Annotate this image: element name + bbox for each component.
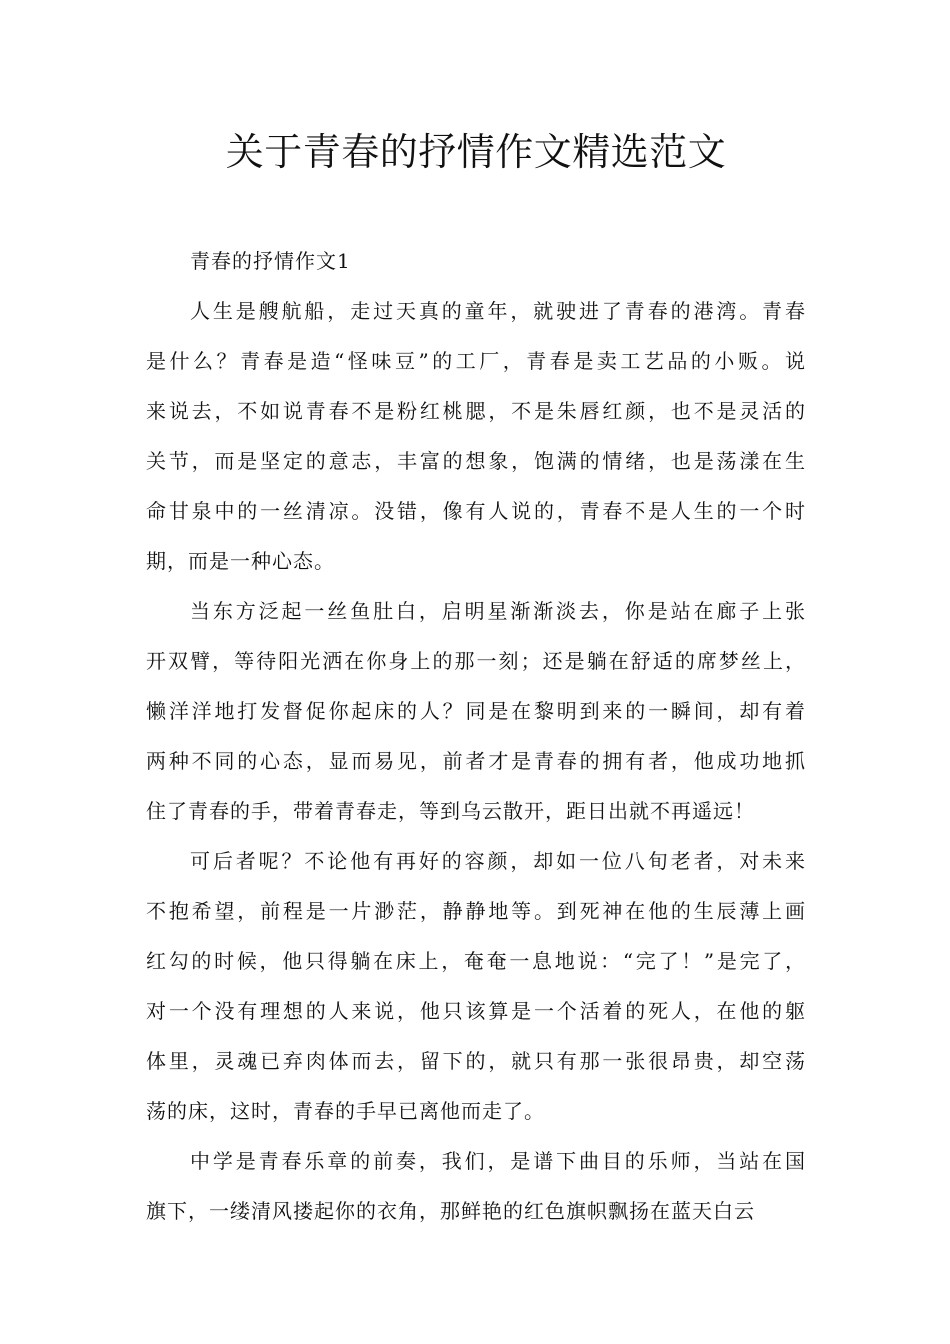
document-body (146, 286, 806, 1236)
document-title: 关于青春的抒情作文精选范文 (225, 130, 727, 174)
paragraph-line: 中学是青春乐章的前奏，我们，是谱下曲目的乐师，当站在国 (190, 1149, 806, 1173)
paragraph-line: 两种不同的心态，显而易见，前者才是青春的拥有者，他成功地抓 (146, 749, 806, 773)
paragraph-line: 红勾的时候，他只得躺在床上，奄奄一息地说：“完了！”是完了， (146, 949, 806, 973)
paragraph (146, 586, 806, 836)
paragraph-line: 懒洋洋地打发督促你起床的人？同是在黎明到来的一瞬间，却有着 (146, 699, 806, 723)
paragraph-line: 是什么？青春是造“怪味豆”的工厂，青春是卖工艺品的小贩。说 (146, 349, 806, 373)
paragraph-line: 住了青春的手，带着青春走，等到乌云散开，距日出就不再遥远！ (146, 799, 755, 823)
paragraph-line: 开双臂，等待阳光洒在你身上的那一刻；还是躺在舒适的席梦丝上， (146, 649, 806, 673)
paragraph-line: 体里，灵魂已弃肉体而去，留下的，就只有那一张很昂贵，却空荡 (146, 1049, 806, 1073)
paragraph-line: 对一个没有理想的人来说，他只该算是一个活着的死人，在他的躯 (146, 999, 806, 1023)
section-heading: 青春的抒情作文1 (190, 249, 351, 273)
paragraph-line: 命甘泉中的一丝清凉。没错，像有人说的，青春不是人生的一个时 (146, 499, 806, 523)
paragraph (146, 1136, 806, 1236)
paragraph-line: 可后者呢？不论他有再好的容颜，却如一位八旬老者，对未来 (190, 849, 806, 873)
paragraph-line: 旗下，一缕清风搂起你的衣角，那鲜艳的红色旗帜飘扬在蓝天白云 (146, 1199, 755, 1223)
paragraph-line: 关节，而是坚定的意志，丰富的想象，饱满的情绪，也是荡漾在生 (146, 449, 806, 473)
paragraph-line: 荡的床，这时，青春的手早已离他而走了。 (146, 1099, 545, 1123)
paragraph-line: 人生是艘航船，走过天真的童年，就驶进了青春的港湾。青春 (190, 299, 806, 323)
paragraph-line: 当东方泛起一丝鱼肚白，启明星渐渐淡去，你是站在廊子上张 (190, 599, 806, 623)
paragraph-line: 期，而是一种心态。 (146, 549, 335, 573)
paragraph-line: 不抱希望，前程是一片渺茫，静静地等。到死神在他的生辰薄上画 (146, 899, 806, 923)
paragraph-line: 来说去，不如说青春不是粉红桃腮，不是朱唇红颜，也不是灵活的 (146, 399, 806, 423)
paragraph (146, 836, 806, 1136)
paragraph (146, 286, 806, 586)
